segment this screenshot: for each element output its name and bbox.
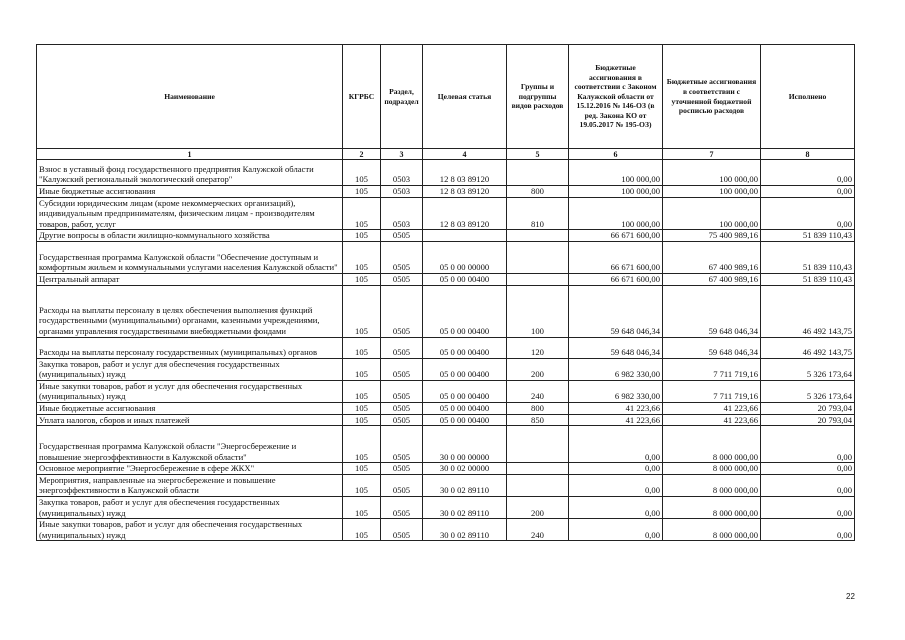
- column-number: 8: [761, 149, 855, 160]
- row-section: 0505: [381, 402, 423, 414]
- column-number: 5: [507, 149, 569, 160]
- row-target-article: 05 0 00 00400: [423, 414, 507, 426]
- row-section: 0505: [381, 519, 423, 541]
- table-row: [37, 337, 855, 358]
- row-section: 0503: [381, 186, 423, 198]
- row-section: 0503: [381, 160, 423, 186]
- row-name: Государственная программа Калужской области "Энергосбережение и повышение энергоэффективности в Калужской области": [37, 426, 343, 463]
- row-executed-amount: 0,00: [761, 426, 855, 463]
- row-section: 0505: [381, 337, 423, 358]
- table-row: [37, 414, 855, 426]
- row-expense-group: 240: [507, 519, 569, 541]
- row-expense-group: [507, 160, 569, 186]
- row-approved-amount: 0,00: [569, 519, 663, 541]
- row-section: 0505: [381, 273, 423, 285]
- row-name: Взнос в уставный фонд государственного предприятия Калужской области "Калужский региональный экологический оператор": [37, 160, 343, 186]
- row-refined-amount: 100 000,00: [663, 197, 761, 230]
- row-approved-amount: 0,00: [569, 474, 663, 496]
- column-number-row: [37, 149, 855, 160]
- row-refined-amount: 100 000,00: [663, 186, 761, 198]
- row-expense-group: 200: [507, 496, 569, 518]
- row-executed-amount: 5 326 173,64: [761, 380, 855, 402]
- row-name: Другие вопросы в области жилищно-коммунального хозяйства: [37, 230, 343, 242]
- row-refined-amount: 67 400 989,16: [663, 273, 761, 285]
- row-section: 0503: [381, 197, 423, 230]
- row-expense-group: 810: [507, 197, 569, 230]
- row-target-article: 05 0 00 00000: [423, 241, 507, 273]
- row-refined-amount: 59 648 046,34: [663, 285, 761, 337]
- row-target-article: 30 0 02 89110: [423, 474, 507, 496]
- header-name: Наименование: [37, 45, 343, 149]
- row-expense-group: 200: [507, 358, 569, 380]
- column-number: 7: [663, 149, 761, 160]
- row-executed-amount: 0,00: [761, 197, 855, 230]
- row-section: 0505: [381, 426, 423, 463]
- row-executed-amount: 51 839 110,43: [761, 230, 855, 242]
- row-section: 0505: [381, 463, 423, 475]
- header-expense-group: Группы и подгруппы видов расходов: [507, 45, 569, 149]
- row-executed-amount: 51 839 110,43: [761, 273, 855, 285]
- table-header: [37, 45, 855, 149]
- row-section: 0505: [381, 380, 423, 402]
- row-target-article: 30 0 02 00000: [423, 463, 507, 475]
- row-executed-amount: 0,00: [761, 474, 855, 496]
- row-executed-amount: 5 326 173,64: [761, 358, 855, 380]
- row-kgrbs: 105: [343, 463, 381, 475]
- table-row: [37, 496, 855, 518]
- row-refined-amount: 41 223,66: [663, 402, 761, 414]
- row-kgrbs: 105: [343, 496, 381, 518]
- row-expense-group: [507, 463, 569, 475]
- row-name: Мероприятия, направленные на энергосбережение и повышение энергоэффективности в Калужской области: [37, 474, 343, 496]
- row-target-article: 30 0 00 00000: [423, 426, 507, 463]
- row-refined-amount: 8 000 000,00: [663, 519, 761, 541]
- row-executed-amount: 20 793,04: [761, 402, 855, 414]
- row-target-article: [423, 230, 507, 242]
- header-refined-allocations: Бюджетные ассигнования в соответствии с уточненной бюджетной росписью расходов: [663, 45, 761, 149]
- row-expense-group: 100: [507, 285, 569, 337]
- row-kgrbs: 105: [343, 241, 381, 273]
- row-approved-amount: 66 671 600,00: [569, 273, 663, 285]
- row-kgrbs: 105: [343, 358, 381, 380]
- budget-table: [36, 44, 855, 541]
- row-name: Иные бюджетные ассигнования: [37, 402, 343, 414]
- column-number: 1: [37, 149, 343, 160]
- row-executed-amount: 46 492 143,75: [761, 337, 855, 358]
- column-number: 6: [569, 149, 663, 160]
- row-refined-amount: 67 400 989,16: [663, 241, 761, 273]
- row-executed-amount: 0,00: [761, 186, 855, 198]
- row-executed-amount: 51 839 110,43: [761, 241, 855, 273]
- row-expense-group: [507, 241, 569, 273]
- row-refined-amount: 7 711 719,16: [663, 380, 761, 402]
- row-section: 0505: [381, 474, 423, 496]
- row-kgrbs: 105: [343, 402, 381, 414]
- row-section: 0505: [381, 358, 423, 380]
- row-section: 0505: [381, 230, 423, 242]
- row-section: 0505: [381, 241, 423, 273]
- row-target-article: 05 0 00 00400: [423, 402, 507, 414]
- row-section: 0505: [381, 414, 423, 426]
- row-name: Иные закупки товаров, работ и услуг для обеспечения государственных (муниципальных) нужд: [37, 380, 343, 402]
- table-row: [37, 186, 855, 198]
- row-approved-amount: 41 223,66: [569, 414, 663, 426]
- table-row: [37, 380, 855, 402]
- table-row: [37, 285, 855, 337]
- table-row: [37, 463, 855, 475]
- row-kgrbs: 105: [343, 380, 381, 402]
- row-approved-amount: 100 000,00: [569, 186, 663, 198]
- row-expense-group: [507, 474, 569, 496]
- row-executed-amount: 0,00: [761, 496, 855, 518]
- column-number: 3: [381, 149, 423, 160]
- row-executed-amount: 20 793,04: [761, 414, 855, 426]
- column-number: 2: [343, 149, 381, 160]
- row-target-article: 05 0 00 00400: [423, 285, 507, 337]
- row-name: Закупка товаров, работ и услуг для обеспечения государственных (муниципальных) нужд: [37, 496, 343, 518]
- table-row: [37, 426, 855, 463]
- row-executed-amount: 0,00: [761, 463, 855, 475]
- row-approved-amount: 6 982 330,00: [569, 358, 663, 380]
- row-target-article: 12 8 03 89120: [423, 186, 507, 198]
- row-approved-amount: 66 671 600,00: [569, 241, 663, 273]
- row-kgrbs: 105: [343, 414, 381, 426]
- row-kgrbs: 105: [343, 474, 381, 496]
- row-approved-amount: 59 648 046,34: [569, 285, 663, 337]
- row-kgrbs: 105: [343, 197, 381, 230]
- table-row: [37, 474, 855, 496]
- row-name: Иные закупки товаров, работ и услуг для обеспечения государственных (муниципальных) нужд: [37, 519, 343, 541]
- row-target-article: 05 0 00 00400: [423, 273, 507, 285]
- table-row: [37, 402, 855, 414]
- row-expense-group: [507, 230, 569, 242]
- row-target-article: 12 8 03 89120: [423, 197, 507, 230]
- row-target-article: 05 0 00 00400: [423, 337, 507, 358]
- row-expense-group: 240: [507, 380, 569, 402]
- row-section: 0505: [381, 285, 423, 337]
- header-section: Раздел, подраздел: [381, 45, 423, 149]
- row-kgrbs: 105: [343, 519, 381, 541]
- row-kgrbs: 105: [343, 160, 381, 186]
- row-approved-amount: 0,00: [569, 463, 663, 475]
- header-approved-allocations: Бюджетные ассигнования в соответствии с Законом Калужской области от 15.12.2016 № 146-ОЗ (в ред. Закона КО от 19.05.2017 № 195-ОЗ): [569, 45, 663, 149]
- row-kgrbs: 105: [343, 230, 381, 242]
- row-refined-amount: 8 000 000,00: [663, 463, 761, 475]
- page-number: 22: [846, 592, 855, 601]
- row-target-article: 12 8 03 89120: [423, 160, 507, 186]
- row-approved-amount: 0,00: [569, 426, 663, 463]
- row-executed-amount: 0,00: [761, 160, 855, 186]
- row-expense-group: 120: [507, 337, 569, 358]
- row-target-article: 30 0 02 89110: [423, 519, 507, 541]
- row-refined-amount: 8 000 000,00: [663, 474, 761, 496]
- table-row: [37, 230, 855, 242]
- row-name: Государственная программа Калужской области "Обеспечение доступным и комфортным жильем и коммунальными услугами населения Калужской области": [37, 241, 343, 273]
- row-refined-amount: 75 400 989,16: [663, 230, 761, 242]
- row-name: Центральный аппарат: [37, 273, 343, 285]
- row-name: Основное мероприятие "Энергосбережение в сфере ЖКХ": [37, 463, 343, 475]
- row-refined-amount: 7 711 719,16: [663, 358, 761, 380]
- row-refined-amount: 8 000 000,00: [663, 426, 761, 463]
- header-kgrbs: КГРБС: [343, 45, 381, 149]
- table-row: [37, 273, 855, 285]
- row-kgrbs: 105: [343, 337, 381, 358]
- row-approved-amount: 100 000,00: [569, 197, 663, 230]
- row-refined-amount: 59 648 046,34: [663, 337, 761, 358]
- row-refined-amount: 100 000,00: [663, 160, 761, 186]
- table-row: [37, 197, 855, 230]
- row-kgrbs: 105: [343, 273, 381, 285]
- column-number: 4: [423, 149, 507, 160]
- row-target-article: 05 0 00 00400: [423, 358, 507, 380]
- row-refined-amount: 8 000 000,00: [663, 496, 761, 518]
- row-name: Закупка товаров, работ и услуг для обеспечения государственных (муниципальных) нужд: [37, 358, 343, 380]
- header-executed: Исполнено: [761, 45, 855, 149]
- row-expense-group: 800: [507, 402, 569, 414]
- row-kgrbs: 105: [343, 186, 381, 198]
- row-refined-amount: 41 223,66: [663, 414, 761, 426]
- row-approved-amount: 100 000,00: [569, 160, 663, 186]
- table-body: [37, 149, 855, 541]
- row-section: 0505: [381, 496, 423, 518]
- row-name: Иные бюджетные ассигнования: [37, 186, 343, 198]
- row-approved-amount: 6 982 330,00: [569, 380, 663, 402]
- row-approved-amount: 66 671 600,00: [569, 230, 663, 242]
- row-kgrbs: 105: [343, 426, 381, 463]
- table-row: [37, 241, 855, 273]
- table-row: [37, 160, 855, 186]
- row-name: Расходы на выплаты персоналу в целях обеспечения выполнения функций государственными (муниципальными) органами, казенными учреждениями, органами управления государственными внебюджетными фондами: [37, 285, 343, 337]
- row-name: Субсидии юридическим лицам (кроме некоммерческих организаций), индивидуальным предпринимателям, физическим лицам - производителям товаров, работ, услуг: [37, 197, 343, 230]
- row-expense-group: [507, 426, 569, 463]
- row-name: Уплата налогов, сборов и иных платежей: [37, 414, 343, 426]
- row-executed-amount: 0,00: [761, 519, 855, 541]
- row-target-article: 05 0 00 00400: [423, 380, 507, 402]
- table-row: [37, 358, 855, 380]
- row-approved-amount: 41 223,66: [569, 402, 663, 414]
- row-target-article: 30 0 02 89110: [423, 496, 507, 518]
- row-expense-group: 850: [507, 414, 569, 426]
- header-target-article: Целевая статья: [423, 45, 507, 149]
- row-approved-amount: 0,00: [569, 496, 663, 518]
- row-name: Расходы на выплаты персоналу государственных (муниципальных) органов: [37, 337, 343, 358]
- row-expense-group: [507, 273, 569, 285]
- row-executed-amount: 46 492 143,75: [761, 285, 855, 337]
- row-approved-amount: 59 648 046,34: [569, 337, 663, 358]
- row-kgrbs: 105: [343, 285, 381, 337]
- row-expense-group: 800: [507, 186, 569, 198]
- table-row: [37, 519, 855, 541]
